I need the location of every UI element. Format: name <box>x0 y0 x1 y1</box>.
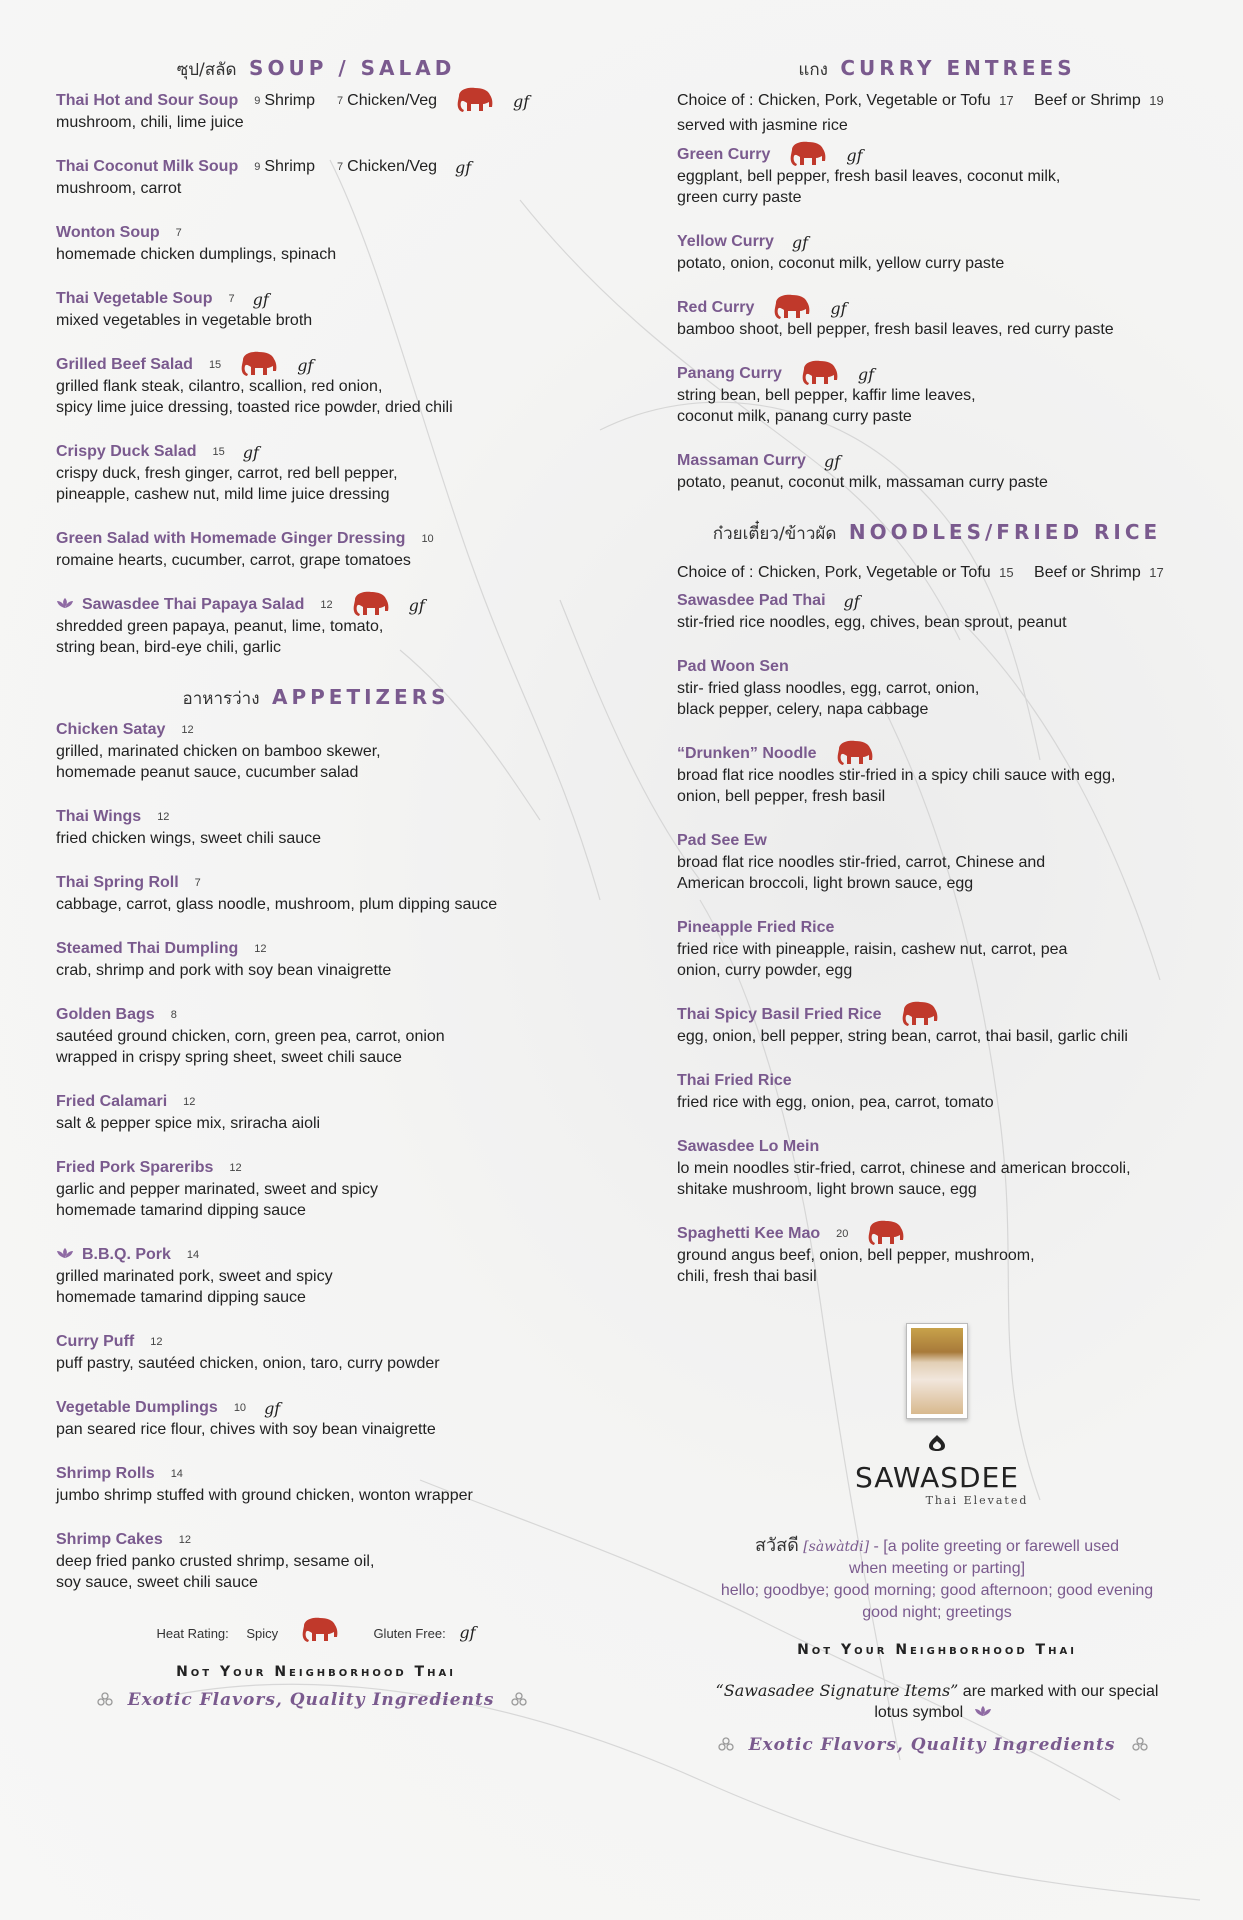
trefoil-icon <box>1132 1736 1148 1756</box>
item-description: homemade tamarind dipping sauce <box>56 1289 306 1306</box>
menu-item <box>677 1223 1197 1287</box>
item-description: stir-fried rice noodles, egg, chives, bean sprout, peanut <box>677 614 1067 631</box>
item-description: homemade peanut sauce, cucumber salad <box>56 764 359 781</box>
item-description: coconut milk, panang curry paste <box>677 408 912 425</box>
item-name: Shrimp Rolls <box>56 1465 155 1482</box>
soup-salad-header: ซุป/สลัด SOUP / SALAD <box>176 56 456 80</box>
item-description: homemade chicken dumplings, spinach <box>56 246 337 263</box>
gluten-free-mark: gf <box>513 91 530 111</box>
item-description: egg, onion, bell pepper, string bean, carrot, thai basil, garlic chili <box>677 1028 1128 1045</box>
item-name: Golden Bags <box>56 1006 155 1023</box>
item-option: Chicken/Veg <box>347 92 437 109</box>
item-price: 7 <box>337 161 344 173</box>
item-name: Thai Vegetable Soup <box>56 290 213 307</box>
item-description: spicy lime juice dressing, toasted rice powder, dried chili <box>56 399 453 416</box>
item-name: Fried Calamari <box>56 1093 168 1110</box>
left-column <box>56 52 576 1711</box>
elephant-icon <box>300 1616 340 1653</box>
item-description: black pepper, celery, napa cabbage <box>677 701 929 718</box>
trefoil-icon <box>97 1691 113 1711</box>
lotus-icon <box>974 1702 992 1723</box>
menu-item <box>56 872 576 915</box>
item-name: Curry Puff <box>56 1333 135 1350</box>
menu-item <box>56 1004 576 1068</box>
item-description: stir- fried glass noodles, egg, carrot, onion, <box>677 680 980 697</box>
gluten-free-mark: gf <box>408 595 425 615</box>
noodles-choice: Choice of : Chicken, Pork, Vegetable or Tofu 15 Beef or Shrimp 17 <box>677 564 1164 581</box>
item-name: Thai Wings <box>56 808 142 825</box>
item-description: shitake mushroom, light brown sauce, egg <box>677 1181 977 1198</box>
menu-item <box>677 144 1197 208</box>
item-name: Massaman Curry <box>677 452 806 469</box>
item-name: Panang Curry <box>677 365 782 382</box>
item-price: 12 <box>254 943 267 955</box>
trefoil-icon <box>511 1691 527 1711</box>
item-price: 7 <box>175 227 182 239</box>
item-name: “Drunken” Noodle <box>677 745 817 762</box>
curry-header: แกง CURRY ENTREES <box>798 56 1076 80</box>
item-name: B.B.Q. Pork <box>82 1246 171 1263</box>
item-description: grilled flank steak, cilantro, scallion, red onion, <box>56 378 383 395</box>
curry-served: served with jasmine rice <box>677 117 848 134</box>
brand-subtitle: Thai Elevated <box>925 1494 1029 1507</box>
item-description: bamboo shoot, bell pepper, fresh basil leaves, red curry paste <box>677 321 1114 338</box>
item-price: 7 <box>194 877 201 889</box>
menu-item <box>677 743 1197 807</box>
menu-item <box>56 594 576 658</box>
item-name: Pad See Ew <box>677 832 767 849</box>
menu-item <box>677 590 1197 633</box>
item-description: onion, bell pepper, fresh basil <box>677 788 886 805</box>
gluten-free-mark: gf <box>455 157 472 177</box>
item-name: Green Curry <box>677 146 771 163</box>
gluten-free-mark: gf <box>242 442 259 462</box>
item-name: Yellow Curry <box>677 233 774 250</box>
item-name: Thai Hot and Sour Soup <box>56 92 239 109</box>
item-description: pan seared rice flour, chives with soy bean vinaigrette <box>56 1421 436 1438</box>
item-price: 12 <box>183 1096 196 1108</box>
item-name: Vegetable Dumplings <box>56 1399 218 1416</box>
menu-item <box>56 806 576 849</box>
item-price: 10 <box>233 1402 247 1414</box>
item-name: Green Salad with Homemade Ginger Dressing <box>56 530 406 547</box>
item-name: Red Curry <box>677 299 755 316</box>
brand-name: SAWASDEE <box>855 1461 1019 1494</box>
item-description: jumbo shrimp stuffed with ground chicken, wonton wrapper <box>56 1487 473 1504</box>
item-price: 14 <box>186 1249 200 1261</box>
item-name: Thai Coconut Milk Soup <box>56 158 239 175</box>
menu-item <box>677 1004 1197 1047</box>
item-name: Chicken Satay <box>56 721 166 738</box>
dancer-photo <box>906 1323 968 1419</box>
item-description: shredded green papaya, peanut, lime, tomato, <box>56 618 384 635</box>
item-description: grilled, marinated chicken on bamboo skewer, <box>56 743 381 760</box>
appetizers-list <box>56 719 576 1593</box>
item-description: string bean, bird-eye chili, garlic <box>56 639 281 656</box>
menu-item <box>56 1463 576 1506</box>
curry-choice: Choice of : Chicken, Pork, Vegetable or Tofu 17 Beef or Shrimp 19 <box>677 92 1164 109</box>
noodles-list <box>677 590 1197 1287</box>
item-price: 12 <box>320 599 333 611</box>
lotus-icon <box>56 596 74 614</box>
item-description: crispy duck, fresh ginger, carrot, red bell pepper, <box>56 465 398 482</box>
item-description: sautéed ground chicken, corn, green pea, carrot, onion <box>56 1028 445 1045</box>
item-description: soy sauce, sweet chili sauce <box>56 1574 258 1591</box>
menu-item <box>677 917 1197 981</box>
item-name: Pad Woon Sen <box>677 658 789 675</box>
item-price: 9 <box>254 161 261 173</box>
item-description: pineapple, cashew nut, mild lime juice dressing <box>56 486 390 503</box>
item-description: puff pastry, sautéed chicken, onion, taro, curry powder <box>56 1355 440 1372</box>
menu-item <box>56 528 576 571</box>
item-price: 12 <box>157 811 170 823</box>
item-option: Shrimp <box>264 92 316 109</box>
menu-item <box>677 656 1197 720</box>
item-price: 20 <box>836 1228 849 1240</box>
item-description: eggplant, bell pepper, fresh basil leaves, coconut milk, <box>677 168 1061 185</box>
item-description: American broccoli, light brown sauce, egg <box>677 875 974 892</box>
item-description: mushroom, chili, lime juice <box>56 114 244 131</box>
item-description: mixed vegetables in vegetable broth <box>56 312 313 329</box>
item-price: 14 <box>170 1468 183 1480</box>
item-description: grilled marinated pork, sweet and spicy <box>56 1268 333 1285</box>
signature-note: “Sawasadee Signature Items” are marked with our special lotus symbol <box>677 1680 1197 1723</box>
menu-item <box>56 1397 576 1440</box>
item-name: Thai Spring Roll <box>56 874 179 891</box>
menu-item <box>56 222 576 265</box>
item-name: Sawasdee Lo Mein <box>677 1138 820 1155</box>
item-price: 9 <box>254 95 261 107</box>
item-name: Spaghetti Kee Mao <box>677 1225 821 1242</box>
item-name: Sawasdee Thai Papaya Salad <box>82 596 305 613</box>
item-name: Crispy Duck Salad <box>56 443 197 460</box>
menu-item <box>56 719 576 783</box>
item-price: 7 <box>228 293 235 305</box>
menu-item <box>56 156 576 199</box>
menu-item <box>677 450 1197 493</box>
curry-list <box>677 144 1197 493</box>
menu-item <box>56 1157 576 1221</box>
gluten-free-mark: gf <box>252 289 269 309</box>
elephant-icon <box>455 86 495 117</box>
brand-logo-icon <box>677 1434 1197 1457</box>
item-price: 12 <box>181 724 194 736</box>
item-description: broad flat rice noodles stir-fried, carrot, Chinese and <box>677 854 1046 871</box>
trefoil-icon <box>718 1736 734 1756</box>
item-name: Sawasdee Pad Thai <box>677 592 826 609</box>
item-description: fried rice with pineapple, raisin, cashew nut, carrot, pea <box>677 941 1068 958</box>
menu-item <box>56 1331 576 1374</box>
item-description: fried chicken wings, sweet chili sauce <box>56 830 322 847</box>
item-name: Steamed Thai Dumpling <box>56 940 239 957</box>
item-price: 12 <box>178 1534 191 1546</box>
noodles-title: NOODLES/FRIED RICE <box>848 520 1162 544</box>
item-price: 12 <box>150 1336 163 1348</box>
item-name: Wonton Soup <box>56 224 160 241</box>
item-name: Shrimp Cakes <box>56 1531 163 1548</box>
menu-item <box>677 1070 1197 1113</box>
gluten-free-mark: gf <box>843 591 860 611</box>
gluten-free-mark: gf <box>264 1398 281 1418</box>
brand-block <box>677 1323 1197 1507</box>
item-name: Thai Fried Rice <box>677 1072 792 1089</box>
menu-item <box>56 288 576 331</box>
item-description: chili, fresh thai basil <box>677 1268 817 1285</box>
menu-item <box>677 830 1197 894</box>
gluten-free-mark: gf <box>297 355 314 375</box>
tagline-right: Not Your Neighborhood Thai <box>797 1642 1077 1658</box>
menu-item <box>56 354 576 418</box>
menu-item <box>677 363 1197 427</box>
item-description: homemade tamarind dipping sauce <box>56 1202 306 1219</box>
menu-item <box>56 938 576 981</box>
gluten-free-mark: gf <box>823 451 841 471</box>
legend: Heat Rating: Spicy Gluten Free: gf <box>56 1616 576 1646</box>
item-price: 15 <box>212 446 225 458</box>
item-description: wrapped in crispy spring sheet, sweet chili sauce <box>56 1049 402 1066</box>
item-description: lo mein noodles stir-fried, carrot, chinese and american broccoli, <box>677 1160 1131 1177</box>
item-description: onion, curry powder, egg <box>677 962 853 979</box>
item-description: deep fried panko crusted shrimp, sesame oil, <box>56 1553 375 1570</box>
noodles-header: ก๋วยเตี๋ยว/ข้าวผัด NOODLES/FRIED RICE <box>712 520 1162 544</box>
item-name: Fried Pork Spareribs <box>56 1159 214 1176</box>
item-price: 8 <box>170 1009 177 1021</box>
motto-left: Exotic Flavors, Quality Ingredients <box>56 1690 576 1711</box>
definition: สวัสดี [sàwàtdi] - [a polite greeting or farewell used when meeting or parting] hello; goodbye; good morning; good afternoon; good evening good night; greetings <box>720 1535 1154 1621</box>
item-description: green curry paste <box>677 189 802 206</box>
item-description: garlic and pepper marinated, sweet and spicy <box>56 1181 378 1198</box>
item-description: string bean, bell pepper, kaffir lime leaves, <box>677 387 976 404</box>
menu-item <box>56 441 576 505</box>
appetizers-header: อาหารว่าง APPETIZERS <box>182 685 450 709</box>
menu-item <box>56 1091 576 1134</box>
item-name: Pineapple Fried Rice <box>677 919 835 936</box>
menu-item <box>677 1136 1197 1200</box>
lotus-icon <box>56 1246 74 1264</box>
item-name: Thai Spicy Basil Fried Rice <box>677 1006 882 1023</box>
item-description: romaine hearts, cucumber, carrot, grape tomatoes <box>56 552 411 569</box>
item-description: broad flat rice noodles stir-fried in a spicy chili sauce with egg, <box>677 767 1116 784</box>
tagline-left: Not Your Neighborhood Thai <box>176 1664 456 1680</box>
menu-item <box>56 1529 576 1593</box>
item-description: ground angus beef, onion, bell pepper, mushroom, <box>677 1247 1035 1264</box>
gluten-free-mark: gf <box>830 298 847 318</box>
menu-item <box>56 90 576 133</box>
menu-item <box>677 297 1197 340</box>
item-price: 15 <box>208 359 222 371</box>
item-option: Chicken/Veg <box>347 158 437 175</box>
item-description: potato, peanut, coconut milk, massaman curry paste <box>677 474 1048 491</box>
item-description: fried rice with egg, onion, pea, carrot, tomato <box>677 1094 994 1111</box>
item-price: 12 <box>229 1162 242 1174</box>
item-description: mushroom, carrot <box>56 180 182 197</box>
right-column <box>677 52 1197 1756</box>
item-description: salt & pepper spice mix, sriracha aioli <box>56 1115 321 1132</box>
item-price: 7 <box>337 95 344 107</box>
gluten-free-mark: gf <box>791 232 809 252</box>
item-description: crab, shrimp and pork with soy bean vinaigrette <box>56 962 392 979</box>
motto-right: Exotic Flavors, Quality Ingredients <box>677 1735 1197 1756</box>
menu-item <box>677 231 1197 274</box>
item-option: Shrimp <box>264 158 316 175</box>
appetizers-title: APPETIZERS <box>271 685 450 709</box>
soup-salad-title: SOUP / SALAD <box>249 56 456 80</box>
menu-item <box>56 1244 576 1308</box>
gluten-free-mark: gf <box>846 145 863 165</box>
item-description: cabbage, carrot, glass noodle, mushroom, plum dipping sauce <box>56 896 498 913</box>
soup-salad-list <box>56 90 576 658</box>
item-name: Grilled Beef Salad <box>56 356 193 373</box>
item-price: 10 <box>421 533 434 545</box>
gluten-free-mark: gf <box>857 364 875 384</box>
item-description: potato, onion, coconut milk, yellow curry paste <box>677 255 1005 272</box>
curry-title: CURRY ENTREES <box>840 56 1076 80</box>
